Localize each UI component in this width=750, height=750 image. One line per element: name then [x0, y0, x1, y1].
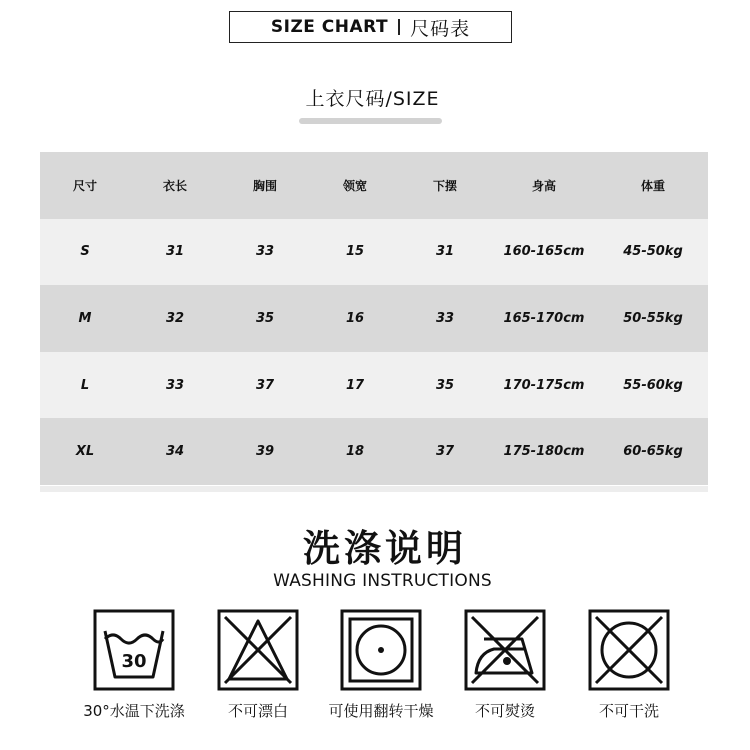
no-dry-clean-label: 不可干洗	[598, 702, 659, 720]
section-title-underline	[299, 118, 442, 124]
table-cell: 34	[165, 444, 185, 460]
table-bottom-bar	[40, 486, 708, 492]
table-cell: 170-175cm	[503, 377, 585, 393]
table-cell: 45-50kg	[623, 244, 683, 260]
tumble-dry-icon	[340, 609, 422, 691]
wash-30-label: 30°水温下洗涤	[83, 702, 185, 720]
column-header: 体重	[640, 178, 665, 193]
table-cell: 50-55kg	[623, 310, 683, 326]
header-separator	[398, 19, 400, 35]
no-bleach-label: 不可漂白	[227, 702, 288, 720]
table-cell: 16	[345, 310, 365, 326]
table-cell: 55-60kg	[623, 377, 683, 393]
table-cell: 35	[255, 310, 275, 326]
column-header: 下摆	[432, 178, 457, 193]
tumble-dry-label: 可使用翻转干燥	[328, 702, 434, 720]
header-title-cn: 尺码表	[410, 17, 471, 40]
header-title-en: SIZE CHART	[270, 17, 389, 37]
table-cell: 31	[435, 244, 455, 260]
table-cell: 33	[255, 244, 275, 260]
table-cell: 18	[345, 444, 365, 460]
table-row	[40, 285, 708, 352]
washing-title-en: WASHING INSTRUCTIONS	[273, 571, 492, 591]
column-header: 领宽	[342, 178, 367, 193]
table-cell: 37	[255, 377, 275, 393]
size-table	[40, 152, 708, 485]
table-cell: 60-65kg	[623, 444, 683, 460]
table-cell: 17	[345, 377, 365, 393]
table-header-row	[40, 152, 708, 219]
table-cell: XL	[75, 444, 95, 460]
column-header: 胸围	[252, 178, 277, 193]
column-header: 身高	[531, 178, 556, 193]
table-cell: S	[80, 244, 90, 260]
table-cell: 32	[165, 310, 185, 326]
table-cell: 35	[435, 377, 455, 393]
table-row	[40, 219, 708, 286]
table-row	[40, 352, 708, 419]
column-header: 尺寸	[72, 178, 97, 193]
wash-30-icon	[93, 609, 175, 691]
table-cell: 31	[165, 244, 185, 260]
table-cell: 37	[435, 444, 455, 460]
no-bleach-icon	[217, 609, 299, 691]
table-cell: 175-180cm	[503, 444, 585, 460]
no-dry-clean-icon	[588, 609, 670, 691]
table-cell: 33	[165, 377, 185, 393]
column-header: 衣长	[162, 178, 187, 193]
table-cell: 33	[435, 310, 455, 326]
no-iron-label: 不可熨烫	[474, 702, 535, 720]
table-cell: 160-165cm	[503, 244, 585, 260]
section-title: 上衣尺码/SIZE	[305, 88, 440, 110]
table-row	[40, 418, 708, 485]
table-cell: 15	[345, 244, 365, 260]
washing-title-cn: 洗涤说明	[303, 527, 467, 570]
size-chart-header	[229, 11, 512, 43]
no-iron-icon	[464, 609, 546, 691]
table-cell: 165-170cm	[503, 310, 585, 326]
wash-temperature-number: 30	[121, 651, 147, 672]
table-cell: L	[80, 377, 90, 393]
table-cell: M	[78, 310, 92, 326]
table-cell: 39	[255, 444, 275, 460]
